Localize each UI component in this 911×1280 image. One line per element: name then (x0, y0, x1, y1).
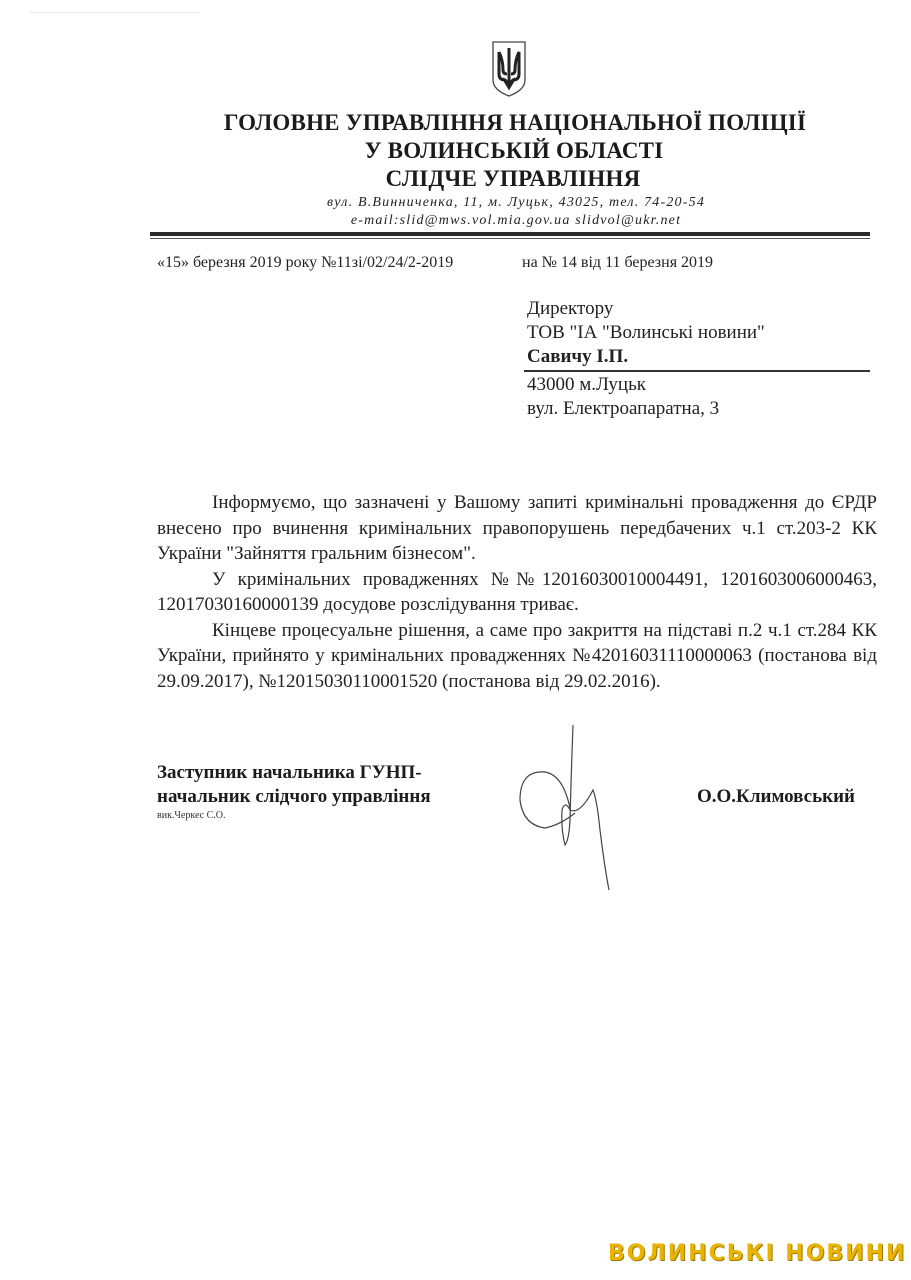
trident-icon (491, 40, 527, 98)
header-email: e-mail:slid@mws.vol.mia.gov.ua slidvol@ukr.net (350, 213, 682, 228)
addressee-name: Савичу І.П. (527, 346, 629, 367)
body-paragraph: Інформуємо, що зазначені у Вашому запиті кримінальні провадження до ЄРДР внесено про вчинення кримінальних правопорушень передбачених ч.1 ст.203-2 КК України "Зайняття гральним бізнесом". (157, 492, 877, 564)
handwritten-signature (505, 720, 625, 895)
header-line-2: У ВОЛИНСЬКІЙ ОБЛАСТІ (364, 138, 664, 163)
incoming-reference: на № 14 від 11 березня 2019 (522, 254, 714, 271)
body-paragraph: У кримінальних провадженнях №№12016030010004491, 1201603006000463, 12017030160000139 досудове розслідування триває. (157, 568, 877, 615)
addressee-position: Директору (527, 298, 614, 319)
signer-title-line-1: Заступник начальника ГУНП- (157, 762, 422, 783)
header-rule-thin (150, 238, 870, 239)
header-address: вул. В.Винниченка, 11, м. Луцьк, 43025, тел. 74-20-54 (326, 195, 706, 210)
header-line-1: ГОЛОВНЕ УПРАВЛІННЯ НАЦІОНАЛЬНОЇ ПОЛІЦІЇ (223, 110, 807, 135)
publisher-watermark: ВОЛИНСЬКІ НОВИНИ (608, 1241, 907, 1266)
scan-artifact-line (30, 12, 200, 13)
addressee-street: вул. Електроапаратна, 3 (527, 398, 720, 419)
addressee-organization: ТОВ "ІА "Волинські новини" (527, 322, 765, 343)
letter-body (157, 490, 877, 694)
outgoing-reference: «15» березня 2019 року №11зі/02/24/2-2019 (157, 254, 454, 271)
executor-note: вик.Черкес С.О. (157, 810, 226, 821)
signer-title-line-2: начальник слідчого управління (157, 786, 431, 807)
header-line-3: СЛІДЧЕ УПРАВЛІННЯ (385, 166, 641, 191)
addressee-city: 43000 м.Луцьк (527, 374, 647, 395)
header-rule-thick (150, 232, 870, 236)
body-paragraph: Кінцеве процесуальне рішення, а саме про закриття на підставі п.2 ч.1 ст.284 КК України, прийнято у кримінальних провадженнях №42016031110000063 (постанова від 29.09.2017), №12015030110001520 (постанова від 29.02.2016). (157, 619, 877, 692)
signer-name: О.О.Климовський (697, 786, 855, 807)
addressee-underline (524, 370, 870, 372)
